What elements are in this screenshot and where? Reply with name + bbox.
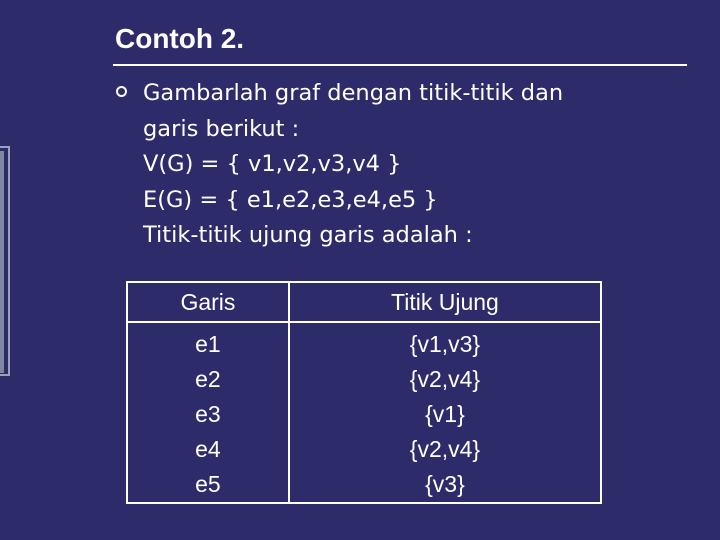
hollow-circle-bullet-icon [116,86,127,97]
endpoint-cell: {v1} [425,401,465,427]
endpoint-column [289,322,601,503]
edge-cell: e1 [195,331,221,357]
side-accent-fill [0,151,4,373]
header-garis: Garis [127,282,289,322]
endpoint-cell: {v1,v3} [409,331,481,357]
vertex-set-line: V(G) = { v1,v2,v3,v4 } [143,151,402,177]
table-header-row [127,282,601,322]
endpoint-cell: {v3} [425,471,465,497]
endpoint-cell: {v2,v4} [409,366,481,392]
title-divider [113,64,687,66]
header-titik-ujung: Titik Ujung [289,282,601,322]
table-body-row [127,322,601,503]
edge-cell: e3 [195,401,221,427]
endpoints-intro-line: Titik-titik ujung garis adalah : [143,222,473,248]
edge-cell: e5 [195,471,221,497]
edge-set-line: E(G) = { e1,e2,e3,e4,e5 } [143,186,438,213]
edge-cell: e2 [195,366,221,392]
edge-column [127,322,289,503]
edge-endpoint-table [126,281,602,504]
bullet-line-1: Gambarlah graf dengan titik-titik dan [143,80,564,106]
edge-cell: e4 [195,436,221,462]
slide-title: Contoh 2. [115,23,245,54]
bullet-text [143,76,563,254]
side-accent-bar [0,146,10,376]
endpoint-cell: {v2,v4} [409,436,481,462]
bullet-line-2: garis berikut : [143,115,300,142]
